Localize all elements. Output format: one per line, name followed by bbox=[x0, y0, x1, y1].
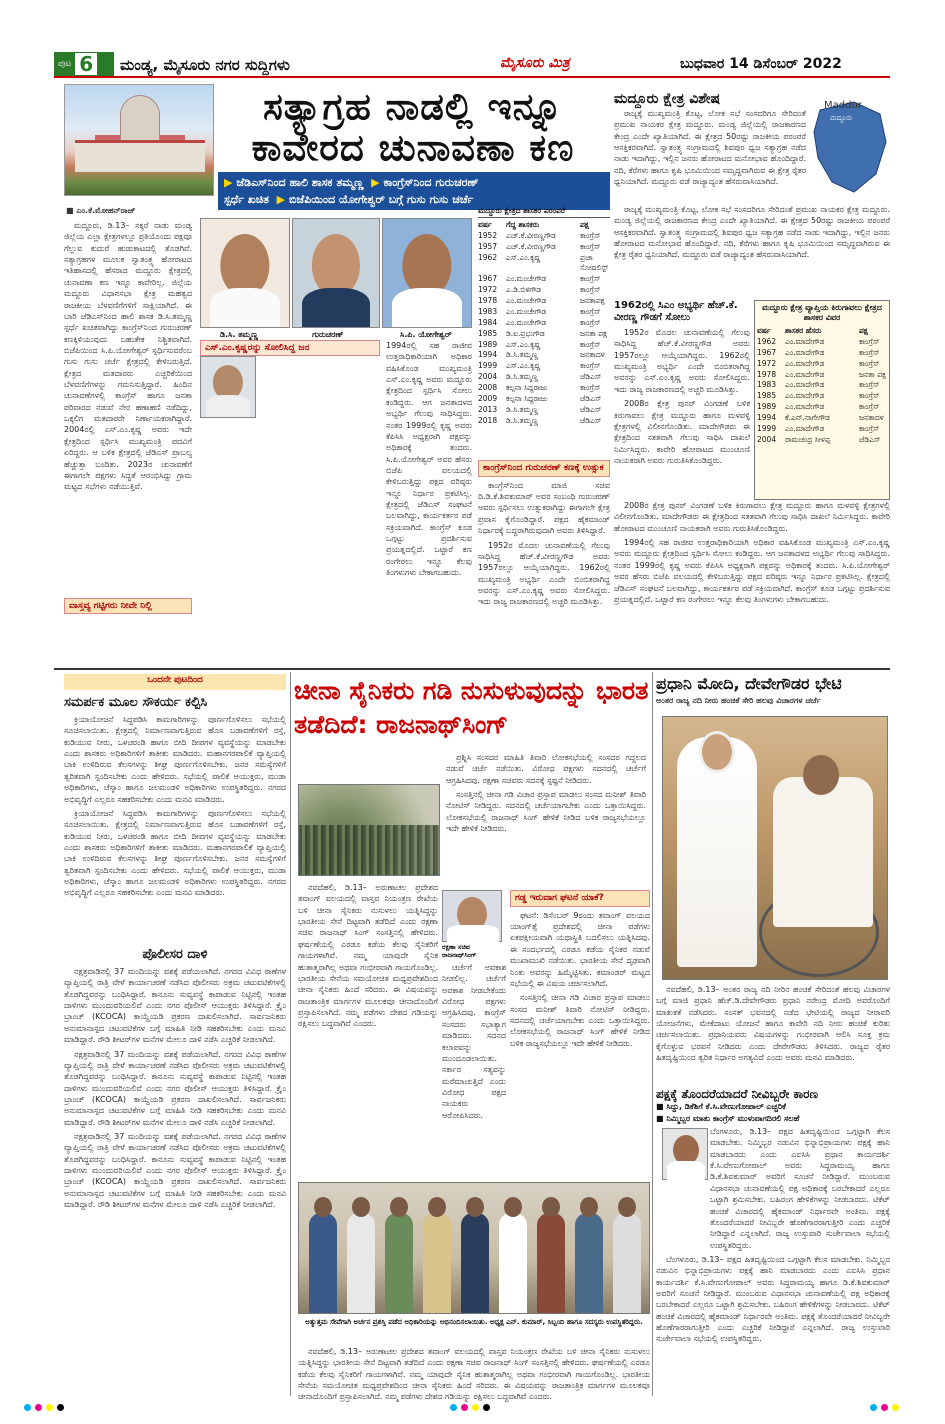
arrow-icon: ▶ bbox=[371, 176, 380, 189]
party-text: ಬೆಂಗಳೂರು, ಡಿ.13– ಪಕ್ಷದ ಹಿತದೃಷ್ಟಿಯಿಂದ ಒಗ್ಗಟ್ಟಾಗಿ ಕೆಲಸ ಮಾಡಬೇಕು. ನಿಮ್ಮಿಬ್ಬರ ನಡುವಿನ ಭಿನ್ನಾಭಿಪ್ರಾಯಗಳು ಪಕ್ಷಕ್ಕೆ ಹಾನಿ ಮಾಡಬಾರದು ಎಂದು ಎಐಸಿಸಿ ಪ್ರಧಾನ ಕಾರ್ಯದರ್ಶಿ ಕೆ.ಸಿ.ವೇಣುಗೋಪಾಲ್ ಅವರು ಸಿದ್ದರಾಮಯ್ಯ ಹಾಗೂ ಡಿ.ಕೆ.ಶಿವಕುಮಾರ್ ಅವರಿಗೆ ಸೂಚನೆ ನೀಡಿದ್ದಾರೆ. ಮುಂಬರುವ ವಿಧಾನಸಭಾ ಚುನಾವಣೆಯಲ್ಲಿ ಪಕ್ಷ ಅಧಿಕಾರಕ್ಕೆ ಬರಬೇಕಾದರೆ ಎಲ್ಲರೂ ಒಟ್ಟಾಗಿ ಶ್ರಮಿಸಬೇಕು. ಬಹಿರಂಗ ಹೇಳಿಕೆಗಳನ್ನು ನೀಡಬಾರದು. ಟಿಕೆಟ್ ಹಂಚಿಕೆ ವಿಚಾರದಲ್ಲಿ ಹೈಕಮಾಂಡ್ ನಿರ್ಧಾರವೇ ಅಂತಿಮ. ಪಕ್ಷಕ್ಕೆ ತೊಂದರೆಯಾದರೆ ನೀವಿಬ್ಬರೇ ಹೊಣೆಗಾರರಾಗುತ್ತೀರಿ ಎಂದು ಎಚ್ಚರಿಕೆ ನೀಡಿದ್ದಾರೆ ಎನ್ನಲಾಗಿದೆ. ರಾಜ್ಯ ಉಸ್ತುವಾರಿ ಸುರ್ಜೇವಾಲಾ ಸಭೆಯಲ್ಲಿ ಉಪಸ್ಥಿತರಿದ್ದರು. ಬೆಂಗಳೂರು, ಡಿ.13– ಪಕ್ಷದ ಹಿತದೃಷ್ಟಿಯಿಂದ ಒಗ್ಗಟ್ಟಾಗಿ ಕೆಲಸ ಮಾಡಬೇಕು. ನಿಮ್ಮಿಬ್ಬರ ನಡುವಿನ ಭಿನ್ನಾಭಿಪ್ರಾಯಗಳು ಪಕ್ಷಕ್ಕೆ ಹಾನಿ ಮಾಡಬಾರದು ಎಂದು ಎಐಸಿಸಿ ಪ್ರಧಾನ ಕಾರ್ಯದರ್ಶಿ ಕೆ.ಸಿ.ವೇಣುಗೋಪಾಲ್ ಅವರು ಸಿದ್ದರಾಮಯ್ಯ ಹಾಗೂ ಡಿ.ಕೆ.ಶಿವಕುಮಾರ್ ಅವರಿಗೆ ಸೂಚನೆ ನೀಡಿದ್ದಾರೆ. ಮುಂಬರುವ ವಿಧಾನಸಭಾ ಚುನಾವಣೆಯಲ್ಲಿ ಪಕ್ಷ ಅಧಿಕಾರಕ್ಕೆ ಬರಬೇಕಾದರೆ ಎಲ್ಲರೂ ಒಟ್ಟಾಗಿ ಶ್ರಮಿಸಬೇಕು. ಬಹಿರಂಗ ಹೇಳಿಕೆಗಳನ್ನು ನೀಡಬಾರದು. ಟಿಕೆಟ್ ಹಂಚಿಕೆ ವಿಚಾರದಲ್ಲಿ ಹೈಕಮಾಂಡ್ ನಿರ್ಧಾರವೇ ಅಂತಿಮ. ಪಕ್ಷಕ್ಕೆ ತೊಂದರೆಯಾದರೆ ನೀವಿಬ್ಬರೇ ಹೊಣೆಗಾರರಾಗುತ್ತೀರಿ ಎಂದು ಎಚ್ಚರಿಕೆ ನೀಡಿದ್ದಾರೆ ಎನ್ನಲಾಗಿದೆ. ರಾಜ್ಯ ಉಸ್ತುವಾರಿ ಸುರ್ಜೇವಾಲಾ ಸಭೆಯಲ್ಲಿ ಉಪಸ್ಥಿತರಿದ್ದರು. bbox=[656, 1127, 890, 1344]
page-label: ಪುಟ bbox=[58, 58, 72, 69]
svg-text:ಮದ್ದೂರು: ಮದ್ದೂರು bbox=[830, 114, 853, 122]
candidate-photo-1 bbox=[200, 218, 290, 328]
table-row: 1994 ಕೆ.ಎನ್.ನಾಗೇಗೌಡ ಜನತಾದಳ bbox=[757, 413, 884, 422]
table-row: 1984 ಎಂ.ಮಂಚೇಗೌಡ ಕಾಂಗ್ರೆಸ್ bbox=[478, 317, 601, 327]
kirugavalu-box bbox=[754, 300, 890, 500]
table-row: 1983 ಎಂ.ಮಾದೇಗೌಡ ಕಾಂಗ್ರೆಸ್ bbox=[757, 380, 880, 390]
table-row: 1989 ಎಸ್.ಎಂ.ಕೃಷ್ಣ ಕಾಂಗ್ರೆಸ್ bbox=[478, 339, 601, 349]
print-marks-left bbox=[24, 1404, 64, 1411]
kirugavalu-header: ವರ್ಷ ಶಾಸಕರ ಹೆಸರು ಪಕ್ಷ bbox=[757, 326, 868, 335]
lead-sub-2: ಕಾಂಗ್ರೆಸ್‌ನಿಂದ ಗುರುಚರಣ್ bbox=[383, 176, 479, 189]
table-row: 1962 ಎಂ.ಮಾದೇಗೌಡ ಕಾಂಗ್ರೆಸ್ bbox=[757, 336, 880, 346]
samarpaka-head: ಸಮರ್ಪಕ ಮೂಲ ಸೌಕರ್ಯ ಕಲ್ಪಿಸಿ bbox=[64, 695, 208, 710]
maddur-special-head: ಮದ್ದೂರು ಕ್ಷೇತ್ರ ವಿಶೇಷ bbox=[614, 91, 721, 107]
china-headline: ಚೀನಾ ಸೈನಿಕರು ಗಡಿ ನುಸುಳುವುದನ್ನು ಭಾರತ ತಡೆದಿದೆ: ರಾಜನಾಥ್‌ಸಿಂಗ್ bbox=[294, 676, 649, 739]
svg-text:Maddur: Maddur bbox=[824, 100, 862, 111]
box-1962: 1962ರಲ್ಲಿ ಸಿಎಂ ಅಭ್ಯರ್ಥಿ ಹೆಚ್.ಕೆ. ವೀರಣ್ಣ ಗೌಡಗೆ ಸೋಲು 1952ರ ಮೊದಲ ಚುನಾವಣೆಯಲ್ಲಿ ಗೆಲುವು ಸಾಧಿಸಿದ್ದ ಹೆಚ್.ಕೆ.ವೀರಣ್ಣಗೌಡ ಅವರು 1957ರಲ್ಲೂ ಆಯ್ಕೆಯಾಗಿದ್ದರು. 1962ರಲ್ಲಿ ಮುಖ್ಯಮಂತ್ರಿ ಅಭ್ಯರ್ಥಿ ಎಂದೇ ಬಿಂಬಿತರಾಗಿದ್ದ ಅವರನ್ನು ಎಸ್.ಎಂ.ಕೃಷ್ಣ ಅವರು ಸೋಲಿಸಿದ್ದರು. ಇದು ರಾಜ್ಯ ರಾಜಕಾರಣದಲ್ಲಿ ಅಚ್ಚರಿ ಮೂಡಿಸಿತ್ತು. 2008ರ ಕ್ಷೇತ್ರ ಪುನರ್ ವಿಂಗಡಣೆ ಬಳಿಕ ಕಿರುಗಾವಲು ಕ್ಷೇತ್ರ ಮದ್ದೂರು ಹಾಗೂ ಮಳವಳ್ಳಿ ಕ್ಷೇತ್ರಗಳಲ್ಲಿ ವಿಲೀನಗೊಂಡಿತು. ಮಾದೇಗೌಡರು ಈ ಕ್ಷೇತ್ರದಿಂದ ಸತತವಾಗಿ ಗೆಲುವು ಸಾಧಿಸಿ ದಾಖಲೆ ನಿರ್ಮಿಸಿದ್ದರು. ಕಾವೇರಿ ಹೋರಾಟದ ಮುಂಚೂಣಿ ನಾಯಕರಾಗಿ ಅವರು ಗುರುತಿಸಿಕೊಂಡಿದ್ದರು. bbox=[614, 300, 750, 465]
table-row: 1978 ಎಂ.ಮಾದೇಗೌಡ ಜನತಾ ಪಕ್ಷ bbox=[757, 369, 887, 379]
lead-column-2: 1994ರಲ್ಲಿ ಸಹ ರಾಜೀವ ಉತ್ತರಾಧಿಕಾರಿಯಾಗಿ ಅಧಿಕಾರ ವಹಿಸಿಕೊಂಡ ಮುಖ್ಯಮಂತ್ರಿ ಎಸ್.ಎಂ.ಕೃಷ್ಣ ಅವರು ಮದ್ದೂರು ಕ್ಷೇತ್ರದಿಂದ ಸ್ಪರ್ಧಿಸಿ ಸೋಲು ಕಂಡಿದ್ದರು. ಆಗ ಜನತಾದಳದ ಅಭ್ಯರ್ಥಿ ಗೆಲುವು ಸಾಧಿಸಿದ್ದರು. ನಂತರ 1999ರಲ್ಲಿ ಕೃಷ್ಣ ಅವರು ಕೆಪಿಸಿಸಿ ಅಧ್ಯಕ್ಷರಾಗಿ ಪಕ್ಷವನ್ನು ಅಧಿಕಾರಕ್ಕೆ ತಂದರು. ಸಿ.ಪಿ.ಯೋಗೇಶ್ವರ್ ಅವರ ಹೆಸರು ಬಿಜೆಪಿ ವಲಯದಲ್ಲಿ ಕೇಳಿಬರುತ್ತಿದ್ದು ಪಕ್ಷದ ವರಿಷ್ಠರು ಇನ್ನೂ ನಿರ್ಧಾರ ಪ್ರಕಟಿಸಿಲ್ಲ. ಕ್ಷೇತ್ರದಲ್ಲಿ ಜೆಡಿಎಸ್ ಸಂಘಟನೆ ಬಲವಾಗಿದ್ದು, ಕಾರ್ಯಕರ್ತರ ಪಡೆ ಸಕ್ರಿಯವಾಗಿದೆ. ಕಾಂಗ್ರೆಸ್ ಕೂಡ ಒಗ್ಗಟ್ಟು ಪ್ರದರ್ಶಿಸುವ ಪ್ರಯತ್ನದಲ್ಲಿದೆ. ಒಟ್ಟಾರೆ ಕಣ ರಂಗೇರಲು ಇನ್ನೂ ಕೆಲವು ತಿಂಗಳುಗಳು ಬೇಕಾಗಬಹುದು. bbox=[386, 341, 472, 578]
party-sub-1: ■ ಸಿದ್ದು, ಡಿಕೆಶಿಗೆ ಕೆ.ಸಿ.ವೇಣುಗೋಪಾಲ್ ಎಚ್ಚರಿಕೆ bbox=[656, 1102, 786, 1111]
china-tail: ನವದೆಹಲಿ, ಡಿ.13– ಅರುಣಾಚಲ ಪ್ರದೇಶದ ತವಾಂಗ್ ವಲಯದಲ್ಲಿ ವಾಸ್ತವ ನಿಯಂತ್ರಣ ರೇಖೆಯ ಬಳಿ ಚೀನಾ ಸೈನಿಕರು ನುಸುಳಲು ಯತ್ನಿಸಿದ್ದನ್ನು ಭಾರತೀಯ ಸೇನೆ ದಿಟ್ಟವಾಗಿ ತಡೆದಿದೆ ಎಂದು ರಕ್ಷಣಾ ಸಚಿವ ರಾಜನಾಥ್ ಸಿಂಗ್ ಸಂಸತ್ತಿನಲ್ಲಿ ಹೇಳಿದರು. ಘರ್ಷಣೆಯಲ್ಲಿ ಎರಡೂ ಕಡೆಯ ಕೆಲವು ಸೈನಿಕರಿಗೆ ಗಾಯಗಳಾಗಿವೆ. ನಮ್ಮ ಯಾವುದೇ ಸೈನಿಕ ಹುತಾತ್ಮರಾಗಿಲ್ಲ ಅಥವಾ ಗಂಭೀರವಾಗಿ ಗಾಯಗೊಂಡಿಲ್ಲ. ಭಾರತೀಯ ಸೇನೆಯ ಸಮಯೋಚಿತ ಮಧ್ಯಪ್ರವೇಶದಿಂದ ಚೀನಾ ಸೈನಿಕರು ಹಿಂದೆ ಸರಿದರು. ಈ ವಿಷಯವನ್ನು ರಾಜತಾಂತ್ರಿಕ ಮಾರ್ಗಗಳ ಮೂಲಕವೂ ಚೀನಾದೊಂದಿಗೆ ಪ್ರಸ್ತಾಪಿಸಲಾಗಿದೆ. ನಮ್ಮ ಪಡೆಗಳು ದೇಶದ ಗಡಿಯನ್ನು ರಕ್ಷಿಸಲು ಬದ್ಧವಾಗಿವೆ ಎಂದರು. bbox=[298, 1347, 650, 1402]
china-lede: ಪ್ರಶ್ನಿಸಿ ಸಂಸದರ ಮಾಹಿತಿ ತಿವಾರಿ ಲೋಕಸಭೆಯಲ್ಲಿ ಸಂಸದರ ಗದ್ದಲದ ನಡುವೆ ಚರ್ಚೆ ನಡೆಯಿತು. ವಿರೋಧ ಪಕ್ಷಗಳು ಸದನದಲ್ಲಿ ಚರ್ಚೆಗೆ ಆಗ್ರಹಿಸಿದವು. ರಕ್ಷಣಾ ಸಚಿವರು ಸದನಕ್ಕೆ ಸ್ಪಷ್ಟನೆ ನೀಡಿದರು. ಸಂಸತ್ತಿನಲ್ಲಿ ಚೀನಾ ಗಡಿ ವಿಚಾರ ಪ್ರಸ್ತಾಪ ಮಾಡಲು ಸಂಸದ ಮನೀಶ್ ತಿವಾರಿ ನೋಟಿಸ್ ನೀಡಿದ್ದರು. ಸದನದಲ್ಲಿ ಚರ್ಚೆಯಾಗಬೇಕು ಎಂದು ಒತ್ತಾಯಿಸಿದ್ದರು. ಲೋಕಸಭೆಯಲ್ಲಿ ರಾಜನಾಥ್ ಸಿಂಗ್ ಹೇಳಿಕೆ ನೀಡಿದ ಬಳಿಕ ರಾಜ್ಯಸಭೆಯಲ್ಲೂ ಇದೇ ಹೇಳಿಕೆ ನೀಡಿದರು. bbox=[446, 753, 646, 834]
maddur-text-1: ರಾಜ್ಯಕ್ಕೆ ಮುಖ್ಯಮಂತ್ರಿ ಕೊಟ್ಟ, ಲೋಕ ಸಭೆ ಸಂಸದರಿಗೂ ಸೇರಿದಂತೆ ಪ್ರಮುಖ ನಾಯಕರ ಕ್ಷೇತ್ರ ಮದ್ದೂರು. ಮಂಡ್ಯ ಜಿಲ್ಲೆಯಲ್ಲಿ ರಾಜಕಾರಣದ ಕೇಂದ್ರ ಎಂದೇ ಖ್ಯಾತಿಯಾಗಿದೆ. ಈ ಕ್ಷೇತ್ರದ 50ರಷ್ಟು ರಾಜಕೀಯ ಪರಂಪರೆ ಆಸಕ್ತಿಕರವಾಗಿದೆ. ಸ್ವಾತಂತ್ರ್ಯ ಸಂಗ್ರಾಮದಲ್ಲಿ ಶಿವಪುರ ಧ್ವಜ ಸತ್ಯಾಗ್ರಹ ನಡೆದ ನಾಡು ಇದಾಗಿದ್ದು, ಇಲ್ಲಿನ ಜನರು ಹೋರಾಟದ ಮನೋಭಾವ ಹೊಂದಿದ್ದಾರೆ. ನದಿ, ಕೆರೆಗಳು ಹಾಗೂ ಕೃಷಿ ಭೂಮಿಯಿಂದ ಸಮೃದ್ಧವಾಗಿರುವ ಈ ಕ್ಷೇತ್ರ ರೈತರ ಧ್ವನಿಯಾಗಿದೆ. ಮದ್ದೂರು ವಡೆ ರಾಜ್ಯಾದ್ಯಂತ ಹೆಸರುವಾಸಿಯಾಗಿದೆ. bbox=[614, 109, 806, 187]
soldiers-photo bbox=[298, 784, 440, 876]
results-continuation: ಕಾಂಗ್ರೆಸ್‌ನಿಂದ ಗುರುಚರಣ್ ಕಣಕ್ಕೆ ಉತ್ಸುಕ ಕಾಂಗ್ರೆಸ್‌ನಿಂದ ಮಾಜಿ ಸಚಿವ ದಿ.ಡಿ.ಕೆ.ಶಿವಕುಮಾರ್ ಅವರ ಸಂಬಂಧಿ ಗುರುಚರಣ್ ಅವರು ಸ್ಪರ್ಧಿಸಲು ಉತ್ಸುಕರಾಗಿದ್ದು ಈಗಾಗಲೇ ಕ್ಷೇತ್ರ ಪ್ರವಾಸ ಕೈಗೊಂಡಿದ್ದಾರೆ. ಪಕ್ಷದ ಹೈಕಮಾಂಡ್ ನಿರ್ಧಾರಕ್ಕೆ ಬದ್ಧರಾಗಿರುವುದಾಗಿ ಅವರು ತಿಳಿಸಿದ್ದಾರೆ. 1952ರ ಮೊದಲ ಚುನಾವಣೆಯಲ್ಲಿ ಗೆಲುವು ಸಾಧಿಸಿದ್ದ ಹೆಚ್.ಕೆ.ವೀರಣ್ಣಗೌಡ ಅವರು 1957ರಲ್ಲೂ ಆಯ್ಕೆಯಾಗಿದ್ದರು. 1962ರಲ್ಲಿ ಮುಖ್ಯಮಂತ್ರಿ ಅಭ್ಯರ್ಥಿ ಎಂದೇ ಬಿಂಬಿತರಾಗಿದ್ದ ಅವರನ್ನು ಎಸ್.ಎಂ.ಕೃಷ್ಣ ಅವರು ಸೋಲಿಸಿದ್ದರು. ಇದು ರಾಜ್ಯ ರಾಜಕಾರಣದಲ್ಲಿ ಅಚ್ಚರಿ ಮೂಡಿಸಿತ್ತು. bbox=[478, 460, 610, 670]
table-row: 1994 ಡಿ.ಸಿ.ತಮ್ಮಣ್ಣ ಜನತಾದಳ bbox=[478, 350, 605, 360]
print-marks-center bbox=[450, 1404, 490, 1411]
table-row: 2018 ಡಿ.ಸಿ.ತಮ್ಮಣ್ಣ ಜೆಡಿಎಸ್ bbox=[478, 415, 602, 425]
table-row: 1999 ಎಂ.ಮಾದೇಗೌಡ ಕಾಂಗ್ರೆಸ್ bbox=[757, 423, 880, 433]
table-row: 1967 ಎಂ.ಮಂಚೇಗೌಡ ಕಾಂಗ್ರೆಸ್ bbox=[478, 274, 601, 284]
candidate-photo-2 bbox=[292, 218, 380, 328]
china-column-2: ಚರ್ಚೆಗೆ ಅವಕಾಶ ನೀಡಲಿಲ್ಲ. ಚರ್ಚೆಗೆ ಅವಕಾಶ ನೀಡಬೇಕೆಂದು ವಿರೋಧ ಪಕ್ಷಗಳು ಆಗ್ರಹಿಸಿದವು. ಕಾಂಗ್ರೆಸ್ ಸಂಸದರು ಸಭಾತ್ಯಾಗ ಮಾಡಿದರು. ಸದನದ ಕಲಾಪವನ್ನು ಮುಂದೂಡಲಾಯಿತು. ಸರ್ಕಾರ ಸತ್ಯವನ್ನು ಮರೆಮಾಚುತ್ತಿದೆ ಎಂದು ವಿರೋಧ ಪಕ್ಷದ ನಾಯಕರು ಆರೋಪಿಸಿದರು. bbox=[442, 963, 506, 1120]
paper-date: ಬುಧವಾರ 14 ಡಿಸೆಂಬರ್ 2022 bbox=[680, 56, 842, 72]
modi-headline: ಪ್ರಧಾನಿ ಮೋದಿ, ದೇವೇಗೌಡರ ಭೇಟಿ bbox=[656, 674, 842, 693]
table-row: 1952 ಎಚ್.ಕೆ.ವೀರಣ್ಣಗೌಡ ಕಾಂಗ್ರೆಸ್ bbox=[478, 230, 601, 240]
china-column-1: ನವದೆಹಲಿ, ಡಿ.13– ಅರುಣಾಚಲ ಪ್ರದೇಶದ ತವಾಂಗ್ ವಲಯದಲ್ಲಿ ವಾಸ್ತವ ನಿಯಂತ್ರಣ ರೇಖೆಯ ಬಳಿ ಚೀನಾ ಸೈನಿಕರು ನುಸುಳಲು ಯತ್ನಿಸಿದ್ದನ್ನು ಭಾರತೀಯ ಸೇನೆ ದಿಟ್ಟವಾಗಿ ತಡೆದಿದೆ ಎಂದು ರಕ್ಷಣಾ ಸಚಿವ ರಾಜನಾಥ್ ಸಿಂಗ್ ಸಂಸತ್ತಿನಲ್ಲಿ ಹೇಳಿದರು. ಘರ್ಷಣೆಯಲ್ಲಿ ಎರಡೂ ಕಡೆಯ ಕೆಲವು ಸೈನಿಕರಿಗೆ ಗಾಯಗಳಾಗಿವೆ. ನಮ್ಮ ಯಾವುದೇ ಸೈನಿಕ ಹುತಾತ್ಮರಾಗಿಲ್ಲ ಅಥವಾ ಗಂಭೀರವಾಗಿ ಗಾಯಗೊಂಡಿಲ್ಲ. ಭಾರತೀಯ ಸೇನೆಯ ಸಮಯೋಚಿತ ಮಧ್ಯಪ್ರವೇಶದಿಂದ ಚೀನಾ ಸೈನಿಕರು ಹಿಂದೆ ಸರಿದರು. ಈ ವಿಷಯವನ್ನು ರಾಜತಾಂತ್ರಿಕ ಮಾರ್ಗಗಳ ಮೂಲಕವೂ ಚೀನಾದೊಂದಿಗೆ ಪ್ರಸ್ತಾಪಿಸಲಾಗಿದೆ. ನಮ್ಮ ಪಡೆಗಳು ದೇಶದ ಗಡಿಯನ್ನು ರಕ್ಷಿಸಲು ಬದ್ಧವಾಗಿವೆ ಎಂದರು. bbox=[298, 883, 438, 1029]
lead-sub-3: ಸ್ಪರ್ಧೆ ಖಚಿತ bbox=[224, 192, 269, 206]
table-row: 1972 ಎ.ಡಿ.ಬಿಳಿಗೌಡ ಕಾಂಗ್ರೆಸ್ bbox=[478, 285, 601, 295]
maddur-text-3: 2008ರ ಕ್ಷೇತ್ರ ಪುನರ್ ವಿಂಗಡಣೆ ಬಳಿಕ ಕಿರುಗಾವಲು ಕ್ಷೇತ್ರ ಮದ್ದೂರು ಹಾಗೂ ಮಳವಳ್ಳಿ ಕ್ಷೇತ್ರಗಳಲ್ಲಿ ವಿಲೀನಗೊಂಡಿತು. ಮಾದೇಗೌಡರು ಈ ಕ್ಷೇತ್ರದಿಂದ ಸತತವಾಗಿ ಗೆಲುವು ಸಾಧಿಸಿ ದಾಖಲೆ ನಿರ್ಮಿಸಿದ್ದರು. ಕಾವೇರಿ ಹೋರಾಟದ ಮುಂಚೂಣಿ ನಾಯಕರಾಗಿ ಅವರು ಗುರುತಿಸಿಕೊಂಡಿದ್ದರು. 1994ರಲ್ಲಿ ಸಹ ರಾಜೀವ ಉತ್ತರಾಧಿಕಾರಿಯಾಗಿ ಅಧಿಕಾರ ವಹಿಸಿಕೊಂಡ ಮುಖ್ಯಮಂತ್ರಿ ಎಸ್.ಎಂ.ಕೃಷ್ಣ ಅವರು ಮದ್ದೂರು ಕ್ಷೇತ್ರದಿಂದ ಸ್ಪರ್ಧಿಸಿ ಸೋಲು ಕಂಡಿದ್ದರು. ಆಗ ಜನತಾದಳದ ಅಭ್ಯರ್ಥಿ ಗೆಲುವು ಸಾಧಿಸಿದ್ದರು. ನಂತರ 1999ರಲ್ಲಿ ಕೃಷ್ಣ ಅವರು ಕೆಪಿಸಿಸಿ ಅಧ್ಯಕ್ಷರಾಗಿ ಪಕ್ಷವನ್ನು ಅಧಿಕಾರಕ್ಕೆ ತಂದರು. ಸಿ.ಪಿ.ಯೋಗೇಶ್ವರ್ ಅವರ ಹೆಸರು ಬಿಜೆಪಿ ವಲಯದಲ್ಲಿ ಕೇಳಿಬರುತ್ತಿದ್ದು ಪಕ್ಷದ ವರಿಷ್ಠರು ಇನ್ನೂ ನಿರ್ಧಾರ ಪ್ರಕಟಿಸಿಲ್ಲ. ಕ್ಷೇತ್ರದಲ್ಲಿ ಜೆಡಿಎಸ್ ಸಂಘಟನೆ ಬಲವಾಗಿದ್ದು, ಕಾರ್ಯಕರ್ತರ ಪಡೆ ಸಕ್ರಿಯವಾಗಿದೆ. ಕಾಂಗ್ರೆಸ್ ಕೂಡ ಒಗ್ಗಟ್ಟು ಪ್ರದರ್ಶಿಸುವ ಪ್ರಯತ್ನದಲ್ಲಿದೆ. ಒಟ್ಟಾರೆ ಕಣ ರಂಗೇರಲು ಇನ್ನೂ ಕೆಲವು ತಿಂಗಳುಗಳು ಬೇಕಾಗಬಹುದು. bbox=[614, 501, 890, 604]
page-number: 6 bbox=[75, 53, 97, 75]
arrow-icon: ▶ bbox=[224, 176, 233, 189]
lead-sub-1: ಜೆಡಿಎಸ್‌ನಿಂದ ಹಾಲಿ ಶಾಸಕ ತಮ್ಮಣ್ಣ bbox=[236, 176, 364, 189]
arrow-icon: ▶ bbox=[276, 192, 286, 206]
candidate-photo-3 bbox=[382, 218, 472, 328]
section-title: ಮಂಡ್ಯ, ಮೈಸೂರು ನಗರ ಸುದ್ದಿಗಳು bbox=[120, 56, 290, 74]
table-row: 1985 ಎಂ.ಮಾದೇಗೌಡ ಕಾಂಗ್ರೆಸ್ bbox=[757, 391, 880, 401]
results-table-title: ಮದ್ದೂರು ಕ್ಷೇತ್ರದ ಶಾಸಕರ ಪರಂಪರೆ bbox=[478, 206, 610, 218]
table-row: 1957 ಎಚ್.ಕೆ.ವೀರಣ್ಣಗೌಡ ಕಾಂಗ್ರೆಸ್ bbox=[478, 241, 601, 251]
candidate-caption-2: ಗುರುಚರಣ್ bbox=[312, 330, 344, 339]
china-column-3: ಗಡ್ಡ ಇರುವಾಗ ಘಟನೆ ಯಾಕೆ? ಘಟನೆ: ಡಿಸೆಂಬರ್ 9ರಂದು ತವಾಂಗ್ ವಲಯದ ಯಾಂಗ್‌ತ್ಸೆ ಪ್ರದೇಶದಲ್ಲಿ ಚೀನಾ ಪಡೆಗಳು ಏಕಪಕ್ಷೀಯವಾಗಿ ಯಥಾಸ್ಥಿತಿ ಬದಲಿಸಲು ಯತ್ನಿಸಿದವು. ಈ ಸಂದರ್ಭದಲ್ಲಿ ಎರಡೂ ಕಡೆಯ ಸೈನಿಕರ ನಡುವೆ ಮುಖಾಮುಖಿ ನಡೆಯಿತು. ಭಾರತೀಯ ಸೇನೆ ದೃಢವಾಗಿ ನಿಂತು ಅವರನ್ನು ಹಿಮ್ಮೆಟ್ಟಿಸಿತು. ಕಮಾಂಡರ್ ಮಟ್ಟದ ಸಭೆಯಲ್ಲಿ ಈ ವಿಷಯ ಚರ್ಚಿಸಲಾಗಿದೆ. ಸಂಸತ್ತಿನಲ್ಲಿ ಚೀನಾ ಗಡಿ ವಿಚಾರ ಪ್ರಸ್ತಾಪ ಮಾಡಲು ಸಂಸದ ಮನೀಶ್ ತಿವಾರಿ ನೋಟಿಸ್ ನೀಡಿದ್ದರು. ಸದನದಲ್ಲಿ ಚರ್ಚೆಯಾಗಬೇಕು ಎಂದು ಒತ್ತಾಯಿಸಿದ್ದರು. ಲೋಕಸಭೆಯಲ್ಲಿ ರಾಜನಾಥ್ ಸಿಂಗ್ ಹೇಳಿಕೆ ನೀಡಿದ ಬಳಿಕ ರಾಜ್ಯಸಭೆಯಲ್ಲೂ ಇದೇ ಹೇಳಿಕೆ ನೀಡಿದರು. bbox=[510, 890, 650, 1178]
sm-krishna-banner: ಎಸ್.ಎಂ.ಕೃಷ್ಣರನ್ನು ಸೋಲಿಸಿದ್ದ ಜನ bbox=[200, 340, 380, 356]
lead-subheads bbox=[218, 172, 610, 210]
kirugavalu-title: ಮದ್ದೂರು ಕ್ಷೇತ್ರ ವ್ಯಾಪ್ತಿಯ ಕಿರುಗಾವಲು ಕ್ಷೇತ್ರದ ಶಾಸಕರ ವಿವರ bbox=[762, 303, 882, 322]
rajnath-photo bbox=[442, 890, 502, 942]
continued-tag: ಒಂದನೇ ಪುಟದಿಂದ bbox=[64, 674, 286, 690]
table-row: 1989 ಎಂ.ಮಾದೇಗೌಡ ಕಾಂಗ್ರೆಸ್ bbox=[757, 402, 880, 412]
page-number-box bbox=[54, 52, 114, 76]
police-text: ನಕ್ಷತ್ರವಾಡಿನಲ್ಲಿ 37 ಮಂದಿಯನ್ನು ವಶಕ್ಕೆ ಪಡೆಯಲಾಗಿದೆ. ನಗರದ ವಿವಿಧ ಠಾಣೆಗಳ ವ್ಯಾಪ್ತಿಯಲ್ಲಿ ರಾತ್ರಿ ವೇಳೆ ಕಾರ್ಯಾಚರಣೆ ನಡೆಸಿದ ಪೊಲೀಸರು ಅಕ್ರಮ ಚಟುವಟಿಕೆಗಳಲ್ಲಿ ತೊಡಗಿದ್ದವರನ್ನು ಬಂಧಿಸಿದ್ದಾರೆ. ಕಾನೂನು ಸುವ್ಯವಸ್ಥೆ ಕಾಪಾಡುವ ನಿಟ್ಟಿನಲ್ಲಿ ಇಂತಹ ದಾಳಿಗಳು ಮುಂದುವರಿಯಲಿವೆ ಎಂದು ನಗರ ಪೊಲೀಸ್ ಆಯುಕ್ತರು ತಿಳಿಸಿದ್ದಾರೆ. ಕ್ರೈಂ ಬ್ರಾಂಚ್ (KCOCA) ಕಾಯ್ದೆಯಡಿ ಪ್ರಕರಣ ದಾಖಲಿಸಲಾಗಿದೆ. ಸಾರ್ವಜನಿಕರು ಅನುಮಾನಾಸ್ಪದ ಚಟುವಟಿಕೆಗಳ ಬಗ್ಗೆ ಮಾಹಿತಿ ನೀಡಿ ಸಹಕರಿಸಬೇಕು ಎಂದು ಮನವಿ ಮಾಡಿದ್ದಾರೆ. ರೌಡಿ ಶೀಟರ್‌ಗಳ ಮನೆಗಳ ಮೇಲೂ ದಾಳಿ ನಡೆಸಿ ಎಚ್ಚರಿಕೆ ನೀಡಲಾಗಿದೆ. ನಕ್ಷತ್ರವಾಡಿನಲ್ಲಿ 37 ಮಂದಿಯನ್ನು ವಶಕ್ಕೆ ಪಡೆಯಲಾಗಿದೆ. ನಗರದ ವಿವಿಧ ಠಾಣೆಗಳ ವ್ಯಾಪ್ತಿಯಲ್ಲಿ ರಾತ್ರಿ ವೇಳೆ ಕಾರ್ಯಾಚರಣೆ ನಡೆಸಿದ ಪೊಲೀಸರು ಅಕ್ರಮ ಚಟುವಟಿಕೆಗಳಲ್ಲಿ ತೊಡಗಿದ್ದವರನ್ನು ಬಂಧಿಸಿದ್ದಾರೆ. ಕಾನೂನು ಸುವ್ಯವಸ್ಥೆ ಕಾಪಾಡುವ ನಿಟ್ಟಿನಲ್ಲಿ ಇಂತಹ ದಾಳಿಗಳು ಮುಂದುವರಿಯಲಿವೆ ಎಂದು ನಗರ ಪೊಲೀಸ್ ಆಯುಕ್ತರು ತಿಳಿಸಿದ್ದಾರೆ. ಕ್ರೈಂ ಬ್ರಾಂಚ್ (KCOCA) ಕಾಯ್ದೆಯಡಿ ಪ್ರಕರಣ ದಾಖಲಿಸಲಾಗಿದೆ. ಸಾರ್ವಜನಿಕರು ಅನುಮಾನಾಸ್ಪದ ಚಟುವಟಿಕೆಗಳ ಬಗ್ಗೆ ಮಾಹಿತಿ ನೀಡಿ ಸಹಕರಿಸಬೇಕು ಎಂದು ಮನವಿ ಮಾಡಿದ್ದಾರೆ. ರೌಡಿ ಶೀಟರ್‌ಗಳ ಮನೆಗಳ ಮೇಲೂ ದಾಳಿ ನಡೆಸಿ ಎಚ್ಚರಿಕೆ ನೀಡಲಾಗಿದೆ. ನಕ್ಷತ್ರವಾಡಿನಲ್ಲಿ 37 ಮಂದಿಯನ್ನು ವಶಕ್ಕೆ ಪಡೆಯಲಾಗಿದೆ. ನಗರದ ವಿವಿಧ ಠಾಣೆಗಳ ವ್ಯಾಪ್ತಿಯಲ್ಲಿ ರಾತ್ರಿ ವೇಳೆ ಕಾರ್ಯಾಚರಣೆ ನಡೆಸಿದ ಪೊಲೀಸರು ಅಕ್ರಮ ಚಟುವಟಿಕೆಗಳಲ್ಲಿ ತೊಡಗಿದ್ದವರನ್ನು ಬಂಧಿಸಿದ್ದಾರೆ. ಕಾನೂನು ಸುವ್ಯವಸ್ಥೆ ಕಾಪಾಡುವ ನಿಟ್ಟಿನಲ್ಲಿ ಇಂತಹ ದಾಳಿಗಳು ಮುಂದುವರಿಯಲಿವೆ ಎಂದು ನಗರ ಪೊಲೀಸ್ ಆಯುಕ್ತರು ತಿಳಿಸಿದ್ದಾರೆ. ಕ್ರೈಂ ಬ್ರಾಂಚ್ (KCOCA) ಕಾಯ್ದೆಯಡಿ ಪ್ರಕರಣ ದಾಖಲಿಸಲಾಗಿದೆ. ಸಾರ್ವಜನಿಕರು ಅನುಮಾನಾಸ್ಪದ ಚಟುವಟಿಕೆಗಳ ಬಗ್ಗೆ ಮಾಹಿತಿ ನೀಡಿ ಸಹಕರಿಸಬೇಕು ಎಂದು ಮನವಿ ಮಾಡಿದ್ದಾರೆ. ರೌಡಿ ಶೀಟರ್‌ಗಳ ಮನೆಗಳ ಮೇಲೂ ದಾಳಿ ನಡೆಸಿ ಎಚ್ಚರಿಕೆ ನೀಡಲಾಗಿದೆ. bbox=[64, 967, 286, 1210]
table-row: 2004 ಡಿ.ಸಿ.ತಮ್ಮಣ್ಣ ಜೆಡಿಎಸ್ bbox=[478, 372, 602, 382]
table-row: 1962 ಎಸ್.ಎಂ.ಕೃಷ್ಣ ಪ್ರಜಾ ಸೋಷಲಿಸ್ಟ್ bbox=[478, 252, 609, 273]
kirugavalu-rows bbox=[757, 337, 887, 446]
modi-sub: ಅಂತರ ರಾಜ್ಯ ನದಿ ನೀರು ಹಂಚಿಕೆ ಸೇರಿ ಹಲವು ವಿಚಾರಗಳ ಚರ್ಚೆ bbox=[656, 696, 821, 705]
table-row: 2009 ಕಲ್ಪನಾ ಸಿದ್ದರಾಜು ಜೆಡಿಎಸ್ bbox=[478, 393, 602, 403]
modi-gowda-photo bbox=[662, 716, 888, 980]
results-table bbox=[478, 206, 610, 427]
print-marks-right bbox=[870, 1404, 899, 1411]
lead-sub-4: ಬಿಜೆಪಿಯಿಂದ ಯೋಗೇಶ್ವರ್ ಬಗ್ಗೆ ಗುಸು ಗುಸು ಚರ್ಚೆ bbox=[288, 192, 474, 206]
group-photo bbox=[298, 1182, 650, 1314]
group-caption: ಅತ್ಯುತ್ತಮ ಸೇವೆಗಾಗಿ ಅರ್ಚನ ಪ್ರಶಸ್ತಿ ಪಡೆದ ಅಧಿಕಾರಿಯನ್ನು ಅಭಿನಂದಿಸಲಾಯಿತು. ಅಧ್ಯಕ್ಷ ಎನ್. ಕುಮಾರ್, ಸಿಬ್ಬಂದಿ ಹಾಗೂ ಸದಸ್ಯರು ಉಪಸ್ಥಿತರಿದ್ದರು. bbox=[305, 1318, 643, 1326]
results-rows bbox=[478, 231, 610, 427]
samarpaka-text: ಕ್ರಿಯಾಯೋಜನೆ ಸಿದ್ಧಪಡಿಸಿ ಕಾಮಗಾರಿಗಳನ್ನು ಪೂರ್ಣಗೊಳಿಸಲು ಸಭೆಯಲ್ಲಿ ಸೂಚಿಸಲಾಯಿತು. ಕ್ಷೇತ್ರದಲ್ಲಿ ನಿರ್ಮಾಣವಾಗುತ್ತಿರುವ ಹೊಸ ಬಡಾವಣೆಗಳಿಗೆ ರಸ್ತೆ, ಕುಡಿಯುವ ನೀರು, ಒಳಚರಂಡಿ ಹಾಗೂ ಬೀದಿ ದೀಪಗಳ ವ್ಯವಸ್ಥೆಯನ್ನು ಮಾಡಬೇಕು ಎಂದು ಶಾಸಕರು ಅಧಿಕಾರಿಗಳಿಗೆ ತಾಕೀತು ಮಾಡಿದರು. ಮಹಾನಗರಪಾಲಿಕೆ ವ್ಯಾಪ್ತಿಯಲ್ಲಿ ಬಾಕಿ ಉಳಿದಿರುವ ಕೆಲಸಗಳನ್ನು ಶೀಘ್ರ ಪೂರ್ಣಗೊಳಿಸಬೇಕು. ಜನರ ಸಮಸ್ಯೆಗಳಿಗೆ ತ್ವರಿತವಾಗಿ ಸ್ಪಂದಿಸಬೇಕು ಎಂದು ಹೇಳಿದರು. ಸಭೆಯಲ್ಲಿ ಪಾಲಿಕೆ ಆಯುಕ್ತರು, ಮುಡಾ ಅಧಿಕಾರಿಗಳು, ಚೆಸ್ಕಾಂ ಹಾಗೂ ಜಲಮಂಡಳಿ ಅಧಿಕಾರಿಗಳು ಉಪಸ್ಥಿತರಿದ್ದರು. ನಗರದ ಅಭಿವೃದ್ಧಿಗೆ ಎಲ್ಲರೂ ಸಹಕರಿಸಬೇಕು ಎಂದು ಮನವಿ ಮಾಡಿದರು. ಕ್ರಿಯಾಯೋಜನೆ ಸಿದ್ಧಪಡಿಸಿ ಕಾಮಗಾರಿಗಳನ್ನು ಪೂರ್ಣಗೊಳಿಸಲು ಸಭೆಯಲ್ಲಿ ಸೂಚಿಸಲಾಯಿತು. ಕ್ಷೇತ್ರದಲ್ಲಿ ನಿರ್ಮಾಣವಾಗುತ್ತಿರುವ ಹೊಸ ಬಡಾವಣೆಗಳಿಗೆ ರಸ್ತೆ, ಕುಡಿಯುವ ನೀರು, ಒಳಚರಂಡಿ ಹಾಗೂ ಬೀದಿ ದೀಪಗಳ ವ್ಯವಸ್ಥೆಯನ್ನು ಮಾಡಬೇಕು ಎಂದು ಶಾಸಕರು ಅಧಿಕಾರಿಗಳಿಗೆ ತಾಕೀತು ಮಾಡಿದರು. ಮಹಾನಗರಪಾಲಿಕೆ ವ್ಯಾಪ್ತಿಯಲ್ಲಿ ಬಾಕಿ ಉಳಿದಿರುವ ಕೆಲಸಗಳನ್ನು ಶೀಘ್ರ ಪೂರ್ಣಗೊಳಿಸಬೇಕು. ಜನರ ಸಮಸ್ಯೆಗಳಿಗೆ ತ್ವರಿತವಾಗಿ ಸ್ಪಂದಿಸಬೇಕು ಎಂದು ಹೇಳಿದರು. ಸಭೆಯಲ್ಲಿ ಪಾಲಿಕೆ ಆಯುಕ್ತರು, ಮುಡಾ ಅಧಿಕಾರಿಗಳು, ಚೆಸ್ಕಾಂ ಹಾಗೂ ಜಲಮಂಡಳಿ ಅಧಿಕಾರಿಗಳು ಉಪಸ್ಥಿತರಿದ್ದರು. ನಗರದ ಅಭಿವೃದ್ಧಿಗೆ ಎಲ್ಲರೂ ಸಹಕರಿಸಬೇಕು ಎಂದು ಮನವಿ ಮಾಡಿದರು. bbox=[64, 715, 286, 898]
table-row: 1983 ಎಂ.ಮಂಚೇಗೌಡ ಕಾಂಗ್ರೆಸ್ bbox=[478, 306, 601, 316]
lead-column-1: ಮದ್ದೂರು, ಡಿ.13– ಸಕ್ಕರೆ ನಾಡು ಮಂಡ್ಯ ಜಿಲ್ಲೆಯ ಎಲ್ಲಾ ಕ್ಷೇತ್ರಗಳಲ್ಲೂ ಪ್ರತಿಯೊಂದು ಪಕ್ಷವೂ ಗೆಲ್ಲುವ ಕುದುರೆ ಹುಡುಕಾಟದಲ್ಲಿ ತೊಡಗಿವೆ. ಸತ್ಯಾಗ್ರಹಗಳ ಮೂಲಕ ಸ್ವಾತಂತ್ರ್ಯ ಹೋರಾಟದ ಇತಿಹಾಸದಲ್ಲಿ ಹೆಸರಾದ ಮದ್ದೂರು ಕ್ಷೇತ್ರದಲ್ಲಿ ಚುನಾವಣಾ ಕಣ ಇನ್ನೂ ಕಾವೇರಿಲ್ಲ. ಜಿಲ್ಲೆಯ ಮದ್ದೂರು ವಿಧಾನಸಭಾ ಕ್ಷೇತ್ರ ಮಹತ್ವದ ರಾಜಕೀಯ ಬೆಳವಣಿಗೆಗಳಿಗೆ ಸಾಕ್ಷಿಯಾಗಿದೆ. ಈ ಬಾರಿ ಜೆಡಿಎಸ್‌ನಿಂದ ಹಾಲಿ ಶಾಸಕ ಡಿ.ಸಿ.ತಮ್ಮಣ್ಣ ಸ್ಪರ್ಧೆ ಖಚಿತವಾಗಿದ್ದು ಕಾಂಗ್ರೆಸ್‌ನಿಂದ ಗುರುಚರಣ್ ಕಣಕ್ಕಿಳಿಯುವುದು ಬಹುತೇಕ ನಿಶ್ಚಿತವಾಗಿದೆ. ಬಿಜೆಪಿಯಿಂದ ಸಿ.ಪಿ.ಯೋಗೇಶ್ವರ್ ಸ್ಪರ್ಧಿಸುವರೆಂಬ ಗುಸು ಗುಸು ಚರ್ಚೆ ಕ್ಷೇತ್ರದಲ್ಲಿ ಕೇಳಿಬರುತ್ತಿದೆ. ಕ್ಷೇತ್ರದ ಮತದಾರರು ಎಚ್ಚರಿಕೆಯಿಂದ ಬೆಳವಣಿಗೆಗಳನ್ನು ಗಮನಿಸುತ್ತಿದ್ದಾರೆ. ಹಿಂದಿನ ಚುನಾವಣೆಗಳಲ್ಲಿ ಕಾಂಗ್ರೆಸ್ ಹಾಗೂ ಜನತಾ ಪರಿವಾರದ ನಡುವೆ ನೇರ ಹಣಾಹಣಿ ನಡೆದಿದ್ದು, ಒಕ್ಕಲಿಗ ಮತದಾರರೇ ನಿರ್ಣಾಯಕರಾಗಿದ್ದಾರೆ. 2004ರಲ್ಲಿ ಎಸ್.ಎಂ.ಕೃಷ್ಣ ಅವರು ಇದೇ ಕ್ಷೇತ್ರದಿಂದ ಸ್ಪರ್ಧಿಸಿ ಮುಖ್ಯಮಂತ್ರಿ ಪದವಿಗೆ ಏರಿದ್ದರು. ಆ ಬಳಿಕ ಕ್ಷೇತ್ರದಲ್ಲಿ ಜೆಡಿಎಸ್ ಪ್ರಾಬಲ್ಯ ಹೆಚ್ಚುತ್ತಾ ಬಂದಿತು. 2023ರ ಚುನಾವಣೆಗೆ ಈಗಾಗಲೇ ಪಕ್ಷಗಳು ಸಿದ್ಧತೆ ಆರಂಭಿಸಿದ್ದು ಗ್ರಾಮ ಮಟ್ಟದ ಸಭೆಗಳು ನಡೆಯುತ್ತಿವೆ. bbox=[64, 221, 192, 492]
quote-banner: ವಾಸ್ತವ್ಯ ಗಟ್ಟಿಗರು ನೀವೇ ನಿಲ್ಲಿ bbox=[64, 598, 192, 614]
guru-banner: ಕಾಂಗ್ರೆಸ್‌ನಿಂದ ಗುರುಚರಣ್ ಕಣಕ್ಕೆ ಉತ್ಸುಕ bbox=[478, 460, 610, 477]
maddur-map-icon bbox=[810, 96, 890, 196]
candidate-caption-1: ಡಿ.ಸಿ. ತಮ್ಮಣ್ಣ bbox=[220, 330, 258, 339]
table-row: 1972 ಎಂ.ಮಾದೇಗೌಡ ಕಾಂಗ್ರೆಸ್ bbox=[757, 358, 880, 368]
box-1962-title: 1962ರಲ್ಲಿ ಸಿಎಂ ಅಭ್ಯರ್ಥಿ ಹೆಚ್.ಕೆ. ವೀರಣ್ಣ ಗೌಡಗೆ ಸೋಲು bbox=[614, 300, 738, 323]
table-row: 2008 ಕಲ್ಪನಾ ಸಿದ್ದರಾಜು ಕಾಂಗ್ರೆಸ್ bbox=[478, 383, 601, 392]
correspondent: ■ ಎಂ.ಕೆ.ಮೋಹನ್‌ರಾಜ್ bbox=[66, 206, 136, 215]
rajnath-caption: ರಕ್ಷಣಾ ಸಚಿವ ರಾಜನಾಥ್‌ಸಿಂಗ್ bbox=[442, 943, 477, 959]
party-sub-2: ■ ನಿಮ್ಮಿಬ್ಬರ ಮಾತು ಕಾಂಗ್ರೆಸ್ ಮುಳುವಾಗದಿರಲಿ ಸಲಹೆ bbox=[656, 1114, 800, 1123]
table-row: 2013 ಡಿ.ಸಿ.ತಮ್ಮಣ್ಣ ಜೆಡಿಎಸ್ bbox=[478, 404, 602, 414]
table-row: 1999 ಎಸ್.ಎಂ.ಕೃಷ್ಣ ಕಾಂಗ್ರೆಸ್ bbox=[478, 361, 601, 371]
candidate-caption-3: ಸಿ.ಪಿ. ಯೋಗೇಶ್ವರ್ bbox=[400, 330, 452, 339]
table-row: 1985 ಡಿ.ಐ.ಪ್ರಭುಗೌಡ ಜನತಾ ಪಕ್ಷ bbox=[478, 328, 608, 338]
table-row: 1978 ಎಂ.ಮಂಚೇಗೌಡ ಜನತಾಪಕ್ಷ bbox=[478, 296, 605, 305]
soudha-photo bbox=[64, 84, 214, 196]
results-table-header: ವರ್ಷ ಗೆದ್ದ ಶಾಸಕರು ಪಕ್ಷ bbox=[478, 219, 589, 229]
party-headline: ಪಕ್ಷಕ್ಕೆ ತೊಂದರೆಯಾದರೆ ನೀವಿಬ್ಬರೇ ಕಾರಣ bbox=[656, 1087, 818, 1101]
police-head: ಪೊಲೀಸರ ದಾಳಿ bbox=[142, 947, 208, 962]
china-sub-banner: ಗಡ್ಡ ಇರುವಾಗ ಘಟನೆ ಯಾಕೆ? bbox=[510, 890, 650, 907]
lead-headline: ಸತ್ಯಾಗ್ರಹ ನಾಡಲ್ಲಿ ಇನ್ನೂ ಕಾವೇರದ ಚುನಾವಣಾ ಕಣ bbox=[251, 85, 575, 170]
table-row: 1967 ಎಂ.ಮಾದೇಗೌಡ ಕಾಂಗ್ರೆಸ್ bbox=[757, 347, 880, 357]
paper-name: ಮೈಸೂರು ಮಿತ್ರ bbox=[500, 55, 570, 71]
maddur-text-2: ರಾಜ್ಯಕ್ಕೆ ಮುಖ್ಯಮಂತ್ರಿ ಕೊಟ್ಟ, ಲೋಕ ಸಭೆ ಸಂಸದರಿಗೂ ಸೇರಿದಂತೆ ಪ್ರಮುಖ ನಾಯಕರ ಕ್ಷೇತ್ರ ಮದ್ದೂರು. ಮಂಡ್ಯ ಜಿಲ್ಲೆಯಲ್ಲಿ ರಾಜಕಾರಣದ ಕೇಂದ್ರ ಎಂದೇ ಖ್ಯಾತಿಯಾಗಿದೆ. ಈ ಕ್ಷೇತ್ರದ 50ರಷ್ಟು ರಾಜಕೀಯ ಪರಂಪರೆ ಆಸಕ್ತಿಕರವಾಗಿದೆ. ಸ್ವಾತಂತ್ರ್ಯ ಸಂಗ್ರಾಮದಲ್ಲಿ ಶಿವಪುರ ಧ್ವಜ ಸತ್ಯಾಗ್ರಹ ನಡೆದ ನಾಡು ಇದಾಗಿದ್ದು, ಇಲ್ಲಿನ ಜನರು ಹೋರಾಟದ ಮನೋಭಾವ ಹೊಂದಿದ್ದಾರೆ. ನದಿ, ಕೆರೆಗಳು ಹಾಗೂ ಕೃಷಿ ಭೂಮಿಯಿಂದ ಸಮೃದ್ಧವಾಗಿರುವ ಈ ಕ್ಷೇತ್ರ ರೈತರ ಧ್ವನಿಯಾಗಿದೆ. ಮದ್ದೂರು ವಡೆ ರಾಜ್ಯಾದ್ಯಂತ ಹೆಸರುವಾಸಿಯಾಗಿದೆ. bbox=[614, 205, 890, 260]
modi-text: ನವದೆಹಲಿ, ಡಿ.13– ಅಂತರ ರಾಜ್ಯ ನದಿ ನೀರಿನ ಹಂಚಿಕೆ ಸೇರಿದಂತೆ ಹಲವು ವಿಚಾರಗಳ ಬಗ್ಗೆ ಮಾಜಿ ಪ್ರಧಾನಿ ಹೆಚ್.ಡಿ.ದೇವೇಗೌಡರು ಪ್ರಧಾನಿ ನರೇಂದ್ರ ಮೋದಿ ಅವರೊಂದಿಗೆ ಮಾತುಕತೆ ನಡೆಸಿದರು. ಸಂಸತ್ ಭವನದಲ್ಲಿ ನಡೆದ ಭೇಟಿಯಲ್ಲಿ ರಾಜ್ಯದ ನೀರಾವರಿ ಯೋಜನೆಗಳು, ಮೇಕೆದಾಟು ಯೋಜನೆ ಹಾಗೂ ಕಾವೇರಿ ನದಿ ನೀರು ಹಂಚಿಕೆ ಕುರಿತು ಚರ್ಚಿಸಲಾಯಿತು. ಪ್ರಧಾನಿಯವರು ವಿಷಯಗಳನ್ನು ಗಂಭೀರವಾಗಿ ಆಲಿಸಿ ಸೂಕ್ತ ಕ್ರಮ ಕೈಗೊಳ್ಳುವ ಭರವಸೆ ನೀಡಿದರು ಎಂದು ದೇವೇಗೌಡರು ತಿಳಿಸಿದರು. ರಾಜ್ಯದ ರೈತರ ಹಿತದೃಷ್ಟಿಯಿಂದ ತ್ವರಿತ ನಿರ್ಧಾರ ಅಗತ್ಯವಿದೆ ಎಂದು ಅವರು ಮನವಿ ಮಾಡಿದರು. bbox=[656, 985, 890, 1063]
table-row: 2004 ರಾಮಚಂದ್ರ ಸೀಳಪ್ಪ ಜೆಡಿಎಸ್ bbox=[757, 434, 881, 444]
